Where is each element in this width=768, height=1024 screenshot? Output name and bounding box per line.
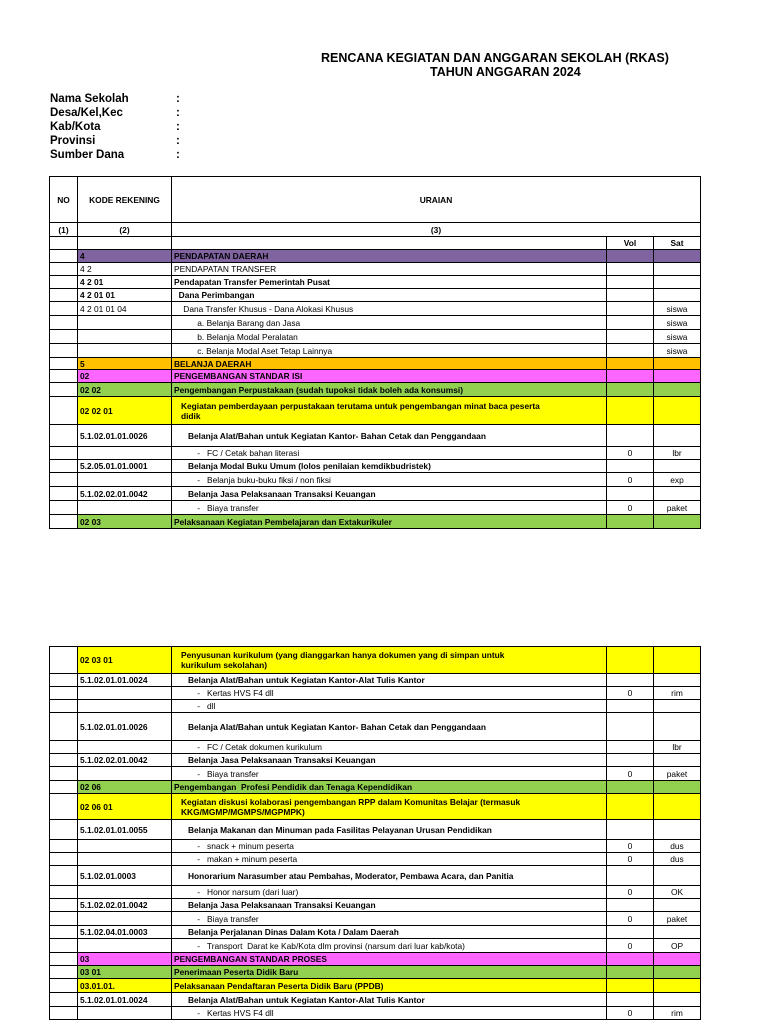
table-row	[50, 886, 701, 899]
row-uraian: Pelaksanaan Kegiatan Pembelajaran dan Extakurikuler	[172, 515, 607, 529]
row-kode-rekening	[78, 741, 172, 754]
row-sat	[654, 250, 701, 263]
row-kode-rekening: 03 01	[78, 966, 172, 979]
col-header-kode: KODE REKENING	[78, 177, 172, 223]
table-row	[50, 741, 701, 754]
row-sat	[654, 820, 701, 840]
row-vol	[607, 276, 654, 289]
school-info	[50, 92, 250, 162]
row-vol	[607, 316, 654, 330]
row-uraian: Honorarium Narasumber atau Pembahas, Moderator, Pembawa Acara, dan Panitia	[172, 866, 607, 886]
row-kode-rekening	[78, 447, 172, 460]
row-kode-rekening: 5.1.02.02.01.0042	[78, 754, 172, 767]
row-vol	[607, 700, 654, 713]
col-header-no: NO	[50, 177, 78, 223]
row-sat	[654, 383, 701, 397]
row-sat	[654, 370, 701, 383]
row-kode-rekening	[78, 886, 172, 899]
row-uraian: Belanja Alat/Bahan untuk Kegiatan Kantor- Bahan Cetak dan Penggandaan	[172, 425, 607, 447]
row-no	[50, 820, 78, 840]
table-row	[50, 1007, 701, 1020]
row-sat	[654, 425, 701, 447]
row-kode-rekening	[78, 344, 172, 358]
row-uraian: c. Belanja Modal Aset Tetap Lainnya	[172, 344, 607, 358]
table-row	[50, 754, 701, 767]
row-kode-rekening: 02 02 01	[78, 397, 172, 425]
info-label: Nama Sekolah	[50, 93, 129, 105]
table-row	[50, 250, 701, 263]
table-row	[50, 383, 701, 397]
row-uraian: b. Belanja Modal Peralatan	[172, 330, 607, 344]
row-vol	[607, 647, 654, 674]
table-row	[50, 700, 701, 713]
row-kode-rekening: 02	[78, 370, 172, 383]
row-no	[50, 853, 78, 866]
row-sat	[654, 794, 701, 820]
row-kode-rekening: 5.1.02.01.01.0026	[78, 713, 172, 741]
row-sat	[654, 358, 701, 370]
row-sat: OP	[654, 939, 701, 953]
row-uraian: Belanja Alat/Bahan untuk Kegiatan Kantor- Bahan Cetak dan Penggandaan	[172, 713, 607, 741]
row-kode-rekening	[78, 912, 172, 926]
row-uraian: PENDAPATAN TRANSFER	[172, 263, 607, 276]
row-uraian: - makan + minum peserta	[172, 853, 607, 866]
row-no	[50, 515, 78, 529]
row-no	[50, 840, 78, 853]
table-row	[50, 515, 701, 529]
document-subtitle: TAHUN ANGGARAN 2024	[430, 65, 581, 79]
table-row	[50, 674, 701, 687]
row-vol	[607, 330, 654, 344]
row-uraian: Belanja Perjalanan Dinas Dalam Kota / Dalam Daerah	[172, 926, 607, 939]
row-sat: OK	[654, 886, 701, 899]
row-vol	[607, 741, 654, 754]
row-kode-rekening	[78, 316, 172, 330]
row-sat	[654, 979, 701, 993]
row-uraian: Belanja Jasa Pelaksanaan Transaksi Keuangan	[172, 754, 607, 767]
row-no	[50, 687, 78, 700]
row-no	[50, 741, 78, 754]
row-no	[50, 501, 78, 515]
row-sat: lbr	[654, 447, 701, 460]
row-vol	[607, 397, 654, 425]
row-kode-rekening: 4 2	[78, 263, 172, 276]
table-row	[50, 866, 701, 886]
row-no	[50, 647, 78, 674]
row-uraian: a. Belanja Barang dan Jasa	[172, 316, 607, 330]
row-uraian: Belanja Modal Buku Umum (lolos penilaian kemdikbudristek)	[172, 460, 607, 473]
row-sat	[654, 674, 701, 687]
row-no	[50, 487, 78, 501]
row-sat	[654, 926, 701, 939]
row-kode-rekening	[78, 330, 172, 344]
row-no	[50, 886, 78, 899]
row-kode-rekening: 5.1.02.04.01.0003	[78, 926, 172, 939]
table-row	[50, 460, 701, 473]
row-vol: 0	[607, 1007, 654, 1020]
document-title: RENCANA KEGIATAN DAN ANGGARAN SEKOLAH (RKAS)	[321, 51, 669, 65]
row-sat	[654, 781, 701, 794]
row-vol	[607, 289, 654, 302]
row-no	[50, 344, 78, 358]
row-vol: 0	[607, 687, 654, 700]
table-row	[50, 853, 701, 866]
table-row	[50, 979, 701, 993]
row-vol	[607, 993, 654, 1007]
table-row	[50, 912, 701, 926]
table-row	[50, 447, 701, 460]
row-no	[50, 767, 78, 781]
table-row	[50, 425, 701, 447]
row-kode-rekening: 5.1.02.01.01.0055	[78, 820, 172, 840]
row-uraian: - Biaya transfer	[172, 501, 607, 515]
info-colon: :	[176, 135, 180, 147]
row-sat	[654, 866, 701, 886]
table-row	[50, 939, 701, 953]
row-kode-rekening: 4 2 01 01	[78, 289, 172, 302]
row-no	[50, 397, 78, 425]
row-sat: dus	[654, 840, 701, 853]
row-no	[50, 316, 78, 330]
row-no	[50, 302, 78, 316]
table-row	[50, 713, 701, 741]
row-uraian: PENGEMBANGAN STANDAR ISI	[172, 370, 607, 383]
table-row	[50, 647, 701, 674]
info-row-provinsi	[50, 134, 250, 148]
row-uraian: - Kertas HVS F4 dll	[172, 687, 607, 700]
row-sat	[654, 647, 701, 674]
row-vol	[607, 515, 654, 529]
rkas-table-part1	[49, 176, 701, 529]
row-vol	[607, 487, 654, 501]
row-uraian: PENDAPATAN DAERAH	[172, 250, 607, 263]
row-vol	[607, 460, 654, 473]
row-no	[50, 926, 78, 939]
row-sat	[654, 289, 701, 302]
row-vol	[607, 302, 654, 316]
row-kode-rekening: 03	[78, 953, 172, 966]
info-label: Sumber Dana	[50, 149, 125, 161]
row-sat	[654, 276, 701, 289]
row-kode-rekening: 02 02	[78, 383, 172, 397]
row-vol	[607, 383, 654, 397]
row-vol	[607, 713, 654, 741]
col-number-3: (3)	[172, 223, 701, 237]
row-sat	[654, 899, 701, 912]
row-vol	[607, 866, 654, 886]
row-uraian: - Belanja buku-buku fiksi / non fiksi	[172, 473, 607, 487]
row-uraian: - Honor narsum (dari luar)	[172, 886, 607, 899]
row-vol	[607, 754, 654, 767]
table-row	[50, 953, 701, 966]
row-uraian: Belanja Jasa Pelaksanaan Transaksi Keuangan	[172, 899, 607, 912]
table-row	[50, 781, 701, 794]
row-kode-rekening	[78, 840, 172, 853]
row-sat: siswa	[654, 344, 701, 358]
row-no	[50, 358, 78, 370]
table-row	[50, 330, 701, 344]
row-no	[50, 966, 78, 979]
row-sat	[654, 713, 701, 741]
row-no	[50, 866, 78, 886]
row-vol: 0	[607, 447, 654, 460]
row-no	[50, 473, 78, 487]
row-uraian: Penerimaan Peserta Didik Baru	[172, 966, 607, 979]
row-uraian: - snack + minum peserta	[172, 840, 607, 853]
rkas-table-part2	[49, 646, 701, 1020]
table-row	[50, 276, 701, 289]
row-kode-rekening: 02 06	[78, 781, 172, 794]
row-kode-rekening	[78, 700, 172, 713]
row-sat	[654, 700, 701, 713]
table-row	[50, 840, 701, 853]
row-kode-rekening	[78, 767, 172, 781]
empty-cell	[50, 237, 78, 250]
row-sat	[654, 263, 701, 276]
row-sat: paket	[654, 501, 701, 515]
info-label: Kab/Kota	[50, 121, 101, 133]
row-no	[50, 700, 78, 713]
row-vol: 0	[607, 939, 654, 953]
row-kode-rekening: 5.2.05.01.01.0001	[78, 460, 172, 473]
table-row	[50, 487, 701, 501]
row-no	[50, 1007, 78, 1020]
table-row	[50, 289, 701, 302]
info-colon: :	[176, 149, 180, 161]
row-uraian: Kegiatan diskusi kolaborasi pengembangan RPP dalam Komunitas Belajar (termasuk KKG/MGMP/MGMPS/MGPMPK)	[172, 794, 607, 820]
row-uraian: Belanja Alat/Bahan untuk Kegiatan Kantor-Alat Tulis Kantor	[172, 674, 607, 687]
col-number-1: (1)	[50, 223, 78, 237]
row-vol	[607, 370, 654, 383]
table-row	[50, 370, 701, 383]
row-sat: siswa	[654, 316, 701, 330]
row-no	[50, 794, 78, 820]
table-row	[50, 926, 701, 939]
info-label: Provinsi	[50, 135, 96, 147]
table-row	[50, 767, 701, 781]
row-uraian: - Biaya transfer	[172, 767, 607, 781]
row-vol	[607, 820, 654, 840]
row-kode-rekening: 5.1.02.01.01.0024	[78, 674, 172, 687]
table-row	[50, 966, 701, 979]
row-sat: paket	[654, 767, 701, 781]
row-no	[50, 781, 78, 794]
row-kode-rekening	[78, 473, 172, 487]
row-no	[50, 289, 78, 302]
empty-cell	[172, 237, 607, 250]
row-uraian: Pelaksanaan Pendaftaran Peserta Didik Baru (PPDB)	[172, 979, 607, 993]
row-uraian: - FC / Cetak dokumen kurikulum	[172, 741, 607, 754]
row-kode-rekening	[78, 687, 172, 700]
row-uraian: Dana Transfer Khusus - Dana Alokasi Khusus	[172, 302, 607, 316]
row-uraian: Pengembangan Perpustakaan (sudah tupoksi tidak boleh ada konsumsi)	[172, 383, 607, 397]
row-kode-rekening: 4 2 01	[78, 276, 172, 289]
row-uraian: Pengembangan Profesi Pendidik dan Tenaga Kependidikan	[172, 781, 607, 794]
info-colon: :	[176, 93, 180, 105]
row-uraian: Dana Perimbangan	[172, 289, 607, 302]
table-row	[50, 358, 701, 370]
row-vol: 0	[607, 886, 654, 899]
row-vol: 0	[607, 501, 654, 515]
table-volsat-row	[50, 237, 701, 250]
row-vol	[607, 425, 654, 447]
row-sat	[654, 460, 701, 473]
table-header-row	[50, 177, 701, 223]
row-no	[50, 754, 78, 767]
row-sat: exp	[654, 473, 701, 487]
row-no	[50, 330, 78, 344]
row-kode-rekening: 5.1.02.01.0003	[78, 866, 172, 886]
row-vol	[607, 899, 654, 912]
row-uraian: - FC / Cetak bahan literasi	[172, 447, 607, 460]
row-uraian: - dll	[172, 700, 607, 713]
row-vol	[607, 966, 654, 979]
row-vol	[607, 781, 654, 794]
row-uraian: Belanja Jasa Pelaksanaan Transaksi Keuangan	[172, 487, 607, 501]
row-sat: siswa	[654, 330, 701, 344]
row-sat	[654, 993, 701, 1007]
row-sat: rim	[654, 1007, 701, 1020]
row-no	[50, 263, 78, 276]
row-no	[50, 447, 78, 460]
info-row-nama-sekolah	[50, 92, 250, 106]
row-vol	[607, 794, 654, 820]
row-sat	[654, 515, 701, 529]
table-row	[50, 344, 701, 358]
row-uraian: Pendapatan Transfer Pemerintah Pusat	[172, 276, 607, 289]
info-row-desa	[50, 106, 250, 120]
table-row	[50, 473, 701, 487]
row-vol: 0	[607, 853, 654, 866]
table-row	[50, 397, 701, 425]
row-kode-rekening: 5.1.02.01.01.0024	[78, 993, 172, 1007]
row-vol	[607, 979, 654, 993]
info-row-kab-kota	[50, 120, 250, 134]
row-uraian: - Transport Darat ke Kab/Kota dlm provinsi (narsum dari luar kab/kota)	[172, 939, 607, 953]
table-row	[50, 899, 701, 912]
row-uraian: Belanja Alat/Bahan untuk Kegiatan Kantor-Alat Tulis Kantor	[172, 993, 607, 1007]
row-kode-rekening: 02 03	[78, 515, 172, 529]
row-no	[50, 979, 78, 993]
row-sat	[654, 966, 701, 979]
row-no	[50, 250, 78, 263]
row-kode-rekening: 03.01.01.	[78, 979, 172, 993]
table-row	[50, 820, 701, 840]
row-vol	[607, 953, 654, 966]
col-header-sat: Sat	[654, 237, 701, 250]
row-uraian: PENGEMBANGAN STANDAR PROSES	[172, 953, 607, 966]
row-uraian: - Kertas HVS F4 dll	[172, 1007, 607, 1020]
table-row	[50, 687, 701, 700]
row-vol: 0	[607, 840, 654, 853]
info-colon: :	[176, 107, 180, 119]
table-row	[50, 316, 701, 330]
row-uraian: Belanja Makanan dan Minuman pada Fasilitas Pelayanan Urusan Pendidikan	[172, 820, 607, 840]
row-vol	[607, 926, 654, 939]
row-sat	[654, 754, 701, 767]
row-no	[50, 912, 78, 926]
table-number-row	[50, 223, 701, 237]
row-no	[50, 993, 78, 1007]
row-kode-rekening	[78, 853, 172, 866]
row-uraian: - Biaya transfer	[172, 912, 607, 926]
row-kode-rekening: 02 06 01	[78, 794, 172, 820]
row-no	[50, 460, 78, 473]
row-no	[50, 713, 78, 741]
row-no	[50, 276, 78, 289]
row-kode-rekening: 02 03 01	[78, 647, 172, 674]
row-no	[50, 953, 78, 966]
row-kode-rekening	[78, 1007, 172, 1020]
row-uraian: Kegiatan pemberdayaan perpustakaan terutama untuk pengembangan minat baca peserta didik	[172, 397, 607, 425]
row-no	[50, 370, 78, 383]
table-row	[50, 263, 701, 276]
info-colon: :	[176, 121, 180, 133]
row-no	[50, 383, 78, 397]
table-row	[50, 302, 701, 316]
table-row	[50, 794, 701, 820]
info-label: Desa/Kel,Kec	[50, 107, 123, 119]
row-sat	[654, 487, 701, 501]
row-vol: 0	[607, 767, 654, 781]
row-vol	[607, 250, 654, 263]
row-no	[50, 899, 78, 912]
row-sat: dus	[654, 853, 701, 866]
row-vol	[607, 344, 654, 358]
table-row	[50, 993, 701, 1007]
row-kode-rekening: 5.1.02.01.01.0026	[78, 425, 172, 447]
empty-cell	[78, 237, 172, 250]
row-kode-rekening	[78, 501, 172, 515]
row-sat	[654, 953, 701, 966]
row-sat	[654, 397, 701, 425]
row-vol	[607, 674, 654, 687]
col-header-uraian: URAIAN	[172, 177, 701, 223]
row-sat: siswa	[654, 302, 701, 316]
row-no	[50, 939, 78, 953]
row-vol	[607, 263, 654, 276]
row-uraian: Penyusunan kurikulum (yang dianggarkan hanya dokumen yang di simpan untuk kurikulum sekolahan)	[172, 647, 607, 674]
col-header-vol: Vol	[607, 237, 654, 250]
row-kode-rekening: 4	[78, 250, 172, 263]
row-vol: 0	[607, 473, 654, 487]
row-vol	[607, 358, 654, 370]
row-kode-rekening	[78, 939, 172, 953]
row-no	[50, 425, 78, 447]
table-row	[50, 501, 701, 515]
row-no	[50, 674, 78, 687]
col-number-2: (2)	[78, 223, 172, 237]
row-sat: lbr	[654, 741, 701, 754]
row-kode-rekening: 5.1.02.02.01.0042	[78, 487, 172, 501]
row-sat: rim	[654, 687, 701, 700]
row-vol: 0	[607, 912, 654, 926]
info-row-sumber-dana	[50, 148, 250, 162]
row-kode-rekening: 5	[78, 358, 172, 370]
row-kode-rekening: 4 2 01 01 04	[78, 302, 172, 316]
row-sat: paket	[654, 912, 701, 926]
row-uraian: BELANJA DAERAH	[172, 358, 607, 370]
row-kode-rekening: 5.1.02.02.01.0042	[78, 899, 172, 912]
